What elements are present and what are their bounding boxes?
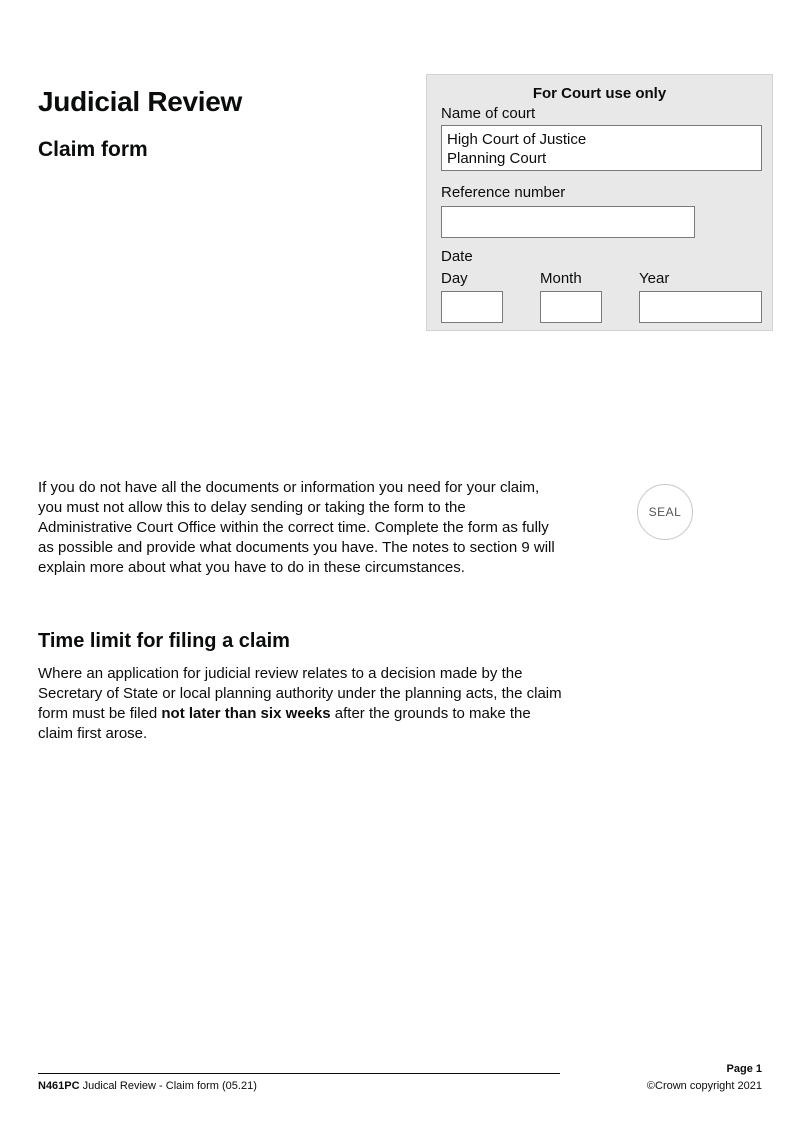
year-field[interactable] [639,291,762,323]
form-code: N461PC [38,1080,80,1092]
name-of-court-field[interactable] [441,125,762,171]
page-subtitle: Claim form [38,138,148,161]
footer-divider [38,1073,560,1074]
court-use-heading: For Court use only [532,85,667,102]
name-of-court-label: Name of court [441,105,536,122]
time-limit-paragraph [38,664,568,744]
day-label: Day [441,270,468,287]
day-field[interactable] [441,291,503,323]
time-limit-heading: Time limit for filing a claim [38,630,290,652]
reference-number-label: Reference number [441,184,566,201]
time-limit-text-start: Where an application for judicial review relates to a decision made by the Secretary of State or local planning authority under the planning acts, the claim form must be filed [38,665,562,722]
intro-paragraph: If you do not have all the documents or information you need for your claim, you must not allow this to delay sending or taking the form to the Administrative Court Office within the correct time. Complete the form as fully as possible and provide what documents you have. The notes to section 9 will explain more about what you have to do in these circumstances. [38,479,555,576]
seal-label: SEAL [648,505,682,519]
form-name: Judical Review - Claim form (05.21) [79,1080,257,1092]
page-title: Judicial Review [38,86,243,117]
time-limit-text-end: after the grounds to make the claim first arose. [38,705,531,742]
date-label: Date [441,248,473,265]
month-field[interactable] [540,291,602,323]
footer-form-ref [38,1080,257,1092]
page-number: Page 1 [726,1063,762,1075]
court-name-line-2: Planning Court [447,150,547,167]
court-use-panel [426,74,773,331]
time-limit-bold-text: not later than six weeks [161,705,331,722]
seal-stamp [637,484,693,540]
month-label: Month [540,270,582,287]
year-label: Year [639,270,670,287]
reference-number-field[interactable] [441,206,695,238]
court-name-line-1: High Court of Justice [447,131,587,148]
copyright-notice: ©Crown copyright 2021 [646,1080,762,1092]
